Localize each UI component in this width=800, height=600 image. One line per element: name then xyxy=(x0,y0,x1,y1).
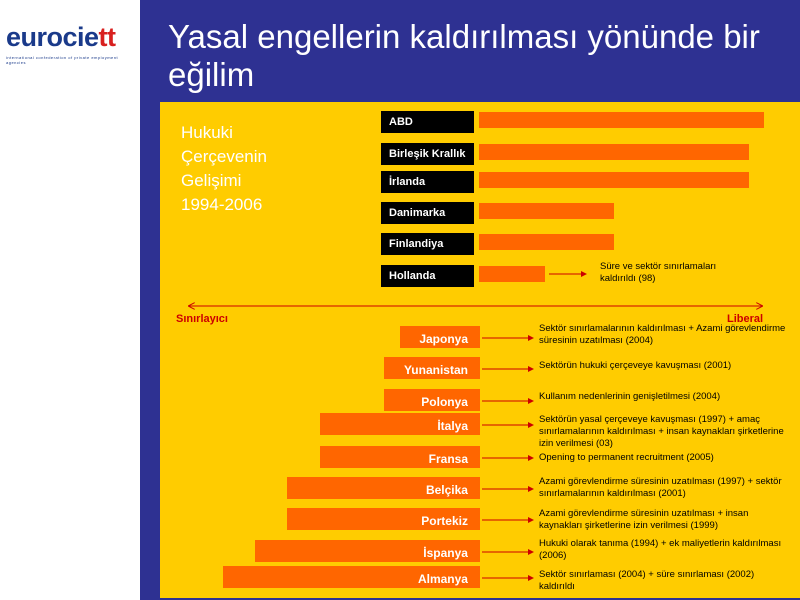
country-label: İtalya xyxy=(437,419,468,433)
country-label: Finlandiya xyxy=(381,233,474,255)
bar xyxy=(479,144,749,160)
country-label: Hollanda xyxy=(381,265,474,287)
subtitle-line: Hukuki xyxy=(181,123,233,142)
country-label: Fransa xyxy=(428,452,468,466)
bar xyxy=(400,326,480,348)
bar xyxy=(287,508,480,530)
bar-annotation: Sektör sınırlaması (2004) + süre sınırlaması (2002) kaldırıldı xyxy=(539,569,755,592)
bar xyxy=(384,389,480,411)
bar xyxy=(384,357,480,379)
slide-title: Yasal engellerin kaldırılması yönünde bir eğilim xyxy=(168,18,760,93)
bar-annotation: Hukuki olarak tanıma (1994) + ek maliyetlerin kaldırılması (2006) xyxy=(539,538,782,561)
bar-annotation: Azami görevlendirme süresinin uzatılması (1997) + sektör sınırlamalarının kaldırılması (2001) xyxy=(539,476,782,499)
bar xyxy=(320,413,481,435)
bar xyxy=(479,172,749,188)
subtitle-line: Çerçevenin xyxy=(181,147,267,166)
country-label: ABD xyxy=(381,111,474,133)
bar-annotation: Kullanım nedenlerinin genişletilmesi (2004) xyxy=(539,391,721,402)
bar xyxy=(255,540,480,562)
bar xyxy=(479,266,545,282)
country-label: Belçika xyxy=(425,483,468,497)
country-label: Yunanistan xyxy=(403,363,468,377)
bar-annotation: Sektörün yasal çerçeveye kavuşması (1997) + amaç sınırlamalarının kaldırılması + insan kaynakları şirketlerine izin verilmesi (03) xyxy=(539,414,784,449)
bar-annotation: Azami görevlendirme süresinin uzatılması + insan kaynakları şirketlerine izin verilmesi (1999) xyxy=(539,508,749,531)
country-label: Birleşik Krallık xyxy=(381,143,474,165)
bar xyxy=(479,234,614,250)
country-label: İrlanda xyxy=(381,171,474,193)
country-label: Japonya xyxy=(419,332,468,346)
logo-wordmark-tt: tt xyxy=(98,22,116,52)
bar xyxy=(479,203,614,219)
bar-annotation: Opening to permanent recruitment (2005) xyxy=(539,452,714,463)
axis-label-liberal: Liberal xyxy=(727,313,764,325)
axis-label-restrictive: Sınırlayıcı xyxy=(176,313,228,325)
country-label: Polonya xyxy=(421,395,468,409)
bar-annotation: Sektörün hukuki çerçeveye kavuşması (2001) xyxy=(539,360,732,371)
bar-annotation: Sektör sınırlamalarının kaldırılması + Azami görevlendirme süresinin uzatılması (2004) xyxy=(539,323,786,346)
bar xyxy=(223,566,480,588)
subtitle-line: 1994-2006 xyxy=(181,195,263,214)
country-label: Portekiz xyxy=(421,514,468,528)
logo-tagline: international confederation of private employment agencies xyxy=(6,55,119,65)
country-label: İspanya xyxy=(423,546,468,560)
subtitle-line: Gelişimi xyxy=(181,171,242,190)
bar-annotation: Süre ve sektör sınırlamaları kaldırıldı (98) xyxy=(600,261,717,284)
logo-wordmark-main: eurocie xyxy=(6,22,99,52)
bar xyxy=(479,112,764,128)
country-label: Almanya xyxy=(417,572,468,586)
bar xyxy=(287,477,480,499)
country-label: Danimarka xyxy=(381,202,474,224)
bar xyxy=(320,446,481,468)
